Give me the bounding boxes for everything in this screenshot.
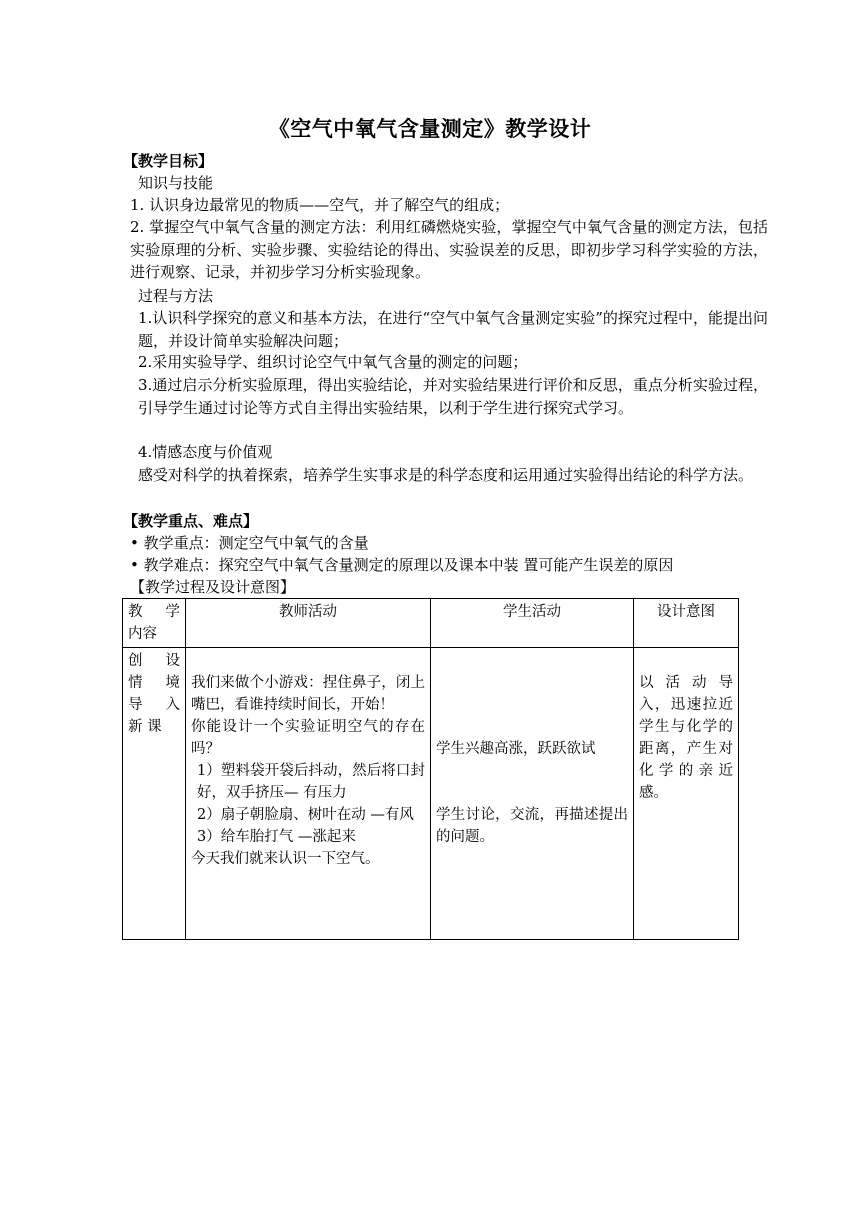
process-item-3: 3.通过启示分析实验原理，得出实验结论，并对实验结果进行评价和反思，重点分析实验过程，引导学生通过讨论等方式自主得出实验结果，以利于学生进行探究式学习。 <box>138 376 768 417</box>
emotion-text: 感受对科学的执着探索，培养学生实事求是的科学态度和运用通过实验得出结论的科学方法。 <box>138 466 754 484</box>
table-header-row <box>123 599 739 648</box>
cell-student <box>431 648 634 940</box>
knowledge-item-1: 1. 认识身边最常见的物质——空气，并了解空气的组成； <box>130 196 510 214</box>
teacher-line-4: 2）扇子朝脸扇、树叶在动 —有风 <box>197 807 414 823</box>
process-heading: 【教学过程及设计意图】 <box>130 578 296 596</box>
teacher-line-3: 1）塑料袋开袋后抖动，然后将口封好，双手挤压— 有压力 <box>197 763 425 801</box>
objectives-heading: 【教学目标】 <box>123 152 214 170</box>
page-title: 《空气中氧气含量测定》教学设计 <box>268 117 592 141</box>
student-line-1: 学生兴趣高涨，跃跃欲试 <box>436 741 596 757</box>
teaching-process-table <box>122 598 739 940</box>
header-teacher: 教师活动 <box>186 599 431 648</box>
teacher-line-5: 3）给车胎打气 —涨起来 <box>197 829 356 845</box>
teacher-line-1: 我们来做个小游戏：捏住鼻子，闭上嘴巴，看谁持续时间长，开始！ <box>191 675 425 713</box>
process-item-2: 2.采用实验导学、组织讨论空气中氧气含量的测定的问题； <box>138 353 528 371</box>
table-row <box>123 648 739 940</box>
cell-intent <box>634 648 739 940</box>
header-content: 教 学 内容 <box>123 599 186 648</box>
knowledge-item-2: 2. 掌握空气中氧气含量的测定方法：利用红磷燃烧实验，掌握空气中氧气含量的测定方法，包括实验原理的分析、实验步骤、实验结论的得出、实验误差的反思，即初步学习科学实验的方法，进行观察、记录，并初步学习分析实验现象。 <box>130 218 768 281</box>
key-point: • 教学重点：测定空气中氧气的含量 <box>130 534 369 552</box>
knowledge-subheading: 知识与技能 <box>138 174 214 192</box>
process-item-1: 1.认识科学探究的意义和基本方法，在进行“空气中氧气含量测定实验”的探究过程中，能提出问题，并设计简单实验解决问题； <box>138 309 768 350</box>
difficult-point: • 教学难点：探究空气中氧气含量测定的原理以及课本中装 置可能产生误差的原因 <box>130 556 674 574</box>
keypoints-heading: 【教学重点、难点】 <box>123 512 259 530</box>
teacher-line-6: 今天我们就来认识一下空气。 <box>191 851 380 867</box>
emotion-subheading: 4.情感态度与价值观 <box>138 443 273 461</box>
process-subheading: 过程与方法 <box>138 287 214 305</box>
cell-teacher <box>186 648 431 940</box>
header-student: 学生活动 <box>431 599 634 648</box>
teacher-line-2: 你能设计一个实验证明空气的存在吗？ <box>191 719 425 757</box>
student-line-2: 学生讨论，交流，再描述提出的问题。 <box>436 807 628 845</box>
intent-text: 以 活 动 导 入，迅速拉近学生与化学的距离，产生对化学的亲近感。 <box>639 675 733 801</box>
header-intent: 设计意图 <box>634 599 739 648</box>
cell-content: 创 设 情 境 导 入 新 课 <box>123 648 186 940</box>
